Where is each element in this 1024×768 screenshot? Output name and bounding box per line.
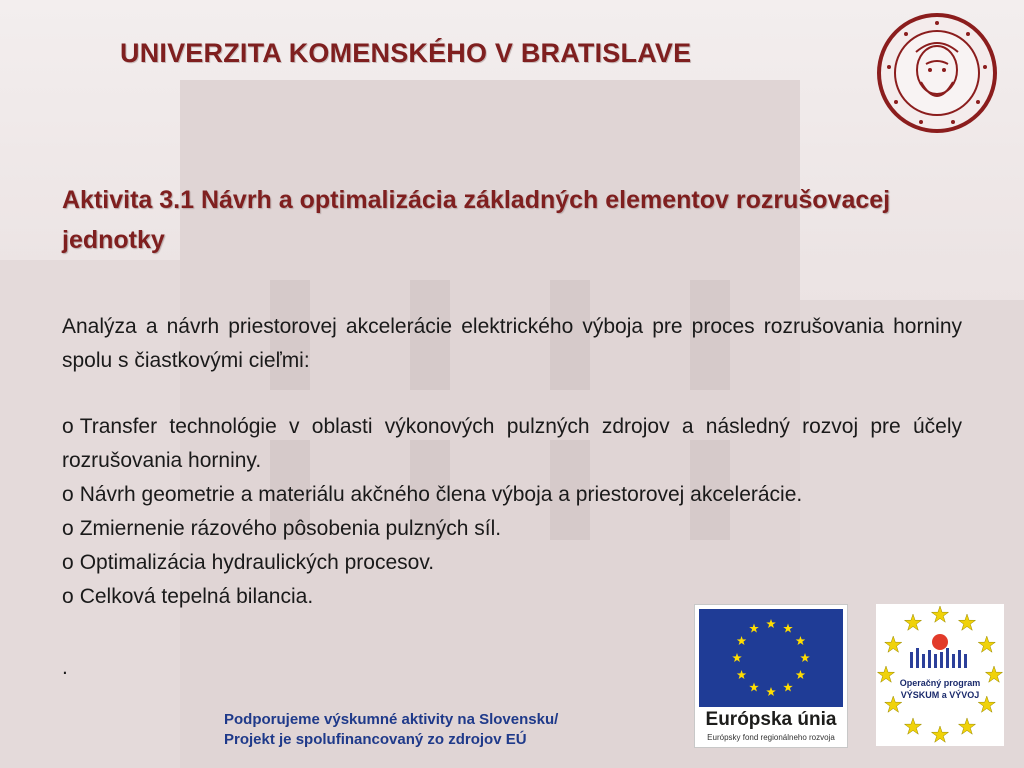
- list-item: [62, 478, 962, 512]
- op-star: [885, 636, 902, 652]
- op-star: [958, 614, 975, 630]
- goal-text: Návrh geometrie a materiálu akčného člena výboja a priestorovej akcelerácie.: [79, 483, 803, 506]
- goal-text: Optimalizácia hydraulických procesov.: [79, 551, 435, 574]
- op-star: [904, 614, 921, 630]
- list-item: [62, 512, 962, 546]
- bullet: o: [62, 415, 74, 438]
- university-title: UNIVERZITA KOMENSKÉHO V BRATISLAVE: [120, 38, 692, 68]
- op-line-1: Operačný program: [899, 678, 981, 688]
- footer-line-2: Projekt je spolufinancovaný zo zdrojov EÚ: [224, 731, 527, 748]
- operational-program-logo: [876, 604, 1004, 746]
- list-item: [62, 546, 962, 580]
- op-star: [931, 606, 948, 622]
- op-line-2: VÝSKUM a VÝVOJ: [900, 690, 980, 700]
- bullet: o: [62, 517, 74, 540]
- eu-logo: [694, 604, 848, 748]
- goal-text: Celková tepelná bilancia.: [79, 585, 314, 608]
- list-item: [62, 410, 962, 478]
- eu-flag-icon: [699, 609, 843, 707]
- bullet: o: [62, 585, 74, 608]
- bullet: o: [62, 483, 74, 506]
- eu-sublabel: Európsky fond regionálneho rozvoja: [707, 733, 835, 742]
- university-seal-icon: [876, 12, 998, 134]
- op-star: [904, 718, 921, 734]
- intro-paragraph: Analýza a návrh priestorovej akcelerácie elektrického výboja pre proces rozrušovania horniny spolu s čiastkovými cieľmi:: [62, 315, 962, 372]
- footer-text: [224, 710, 558, 750]
- goal-text: Transfer technológie v oblasti výkonových pulzných zdrojov a následný rozvoj pre účely rozrušovania horniny.: [62, 415, 962, 472]
- goal-text: Zmiernenie rázového pôsobenia pulzných síl.: [79, 517, 502, 540]
- operational-program-logo-icon: [876, 604, 1004, 746]
- bullet: o: [62, 551, 74, 574]
- op-star: [931, 726, 948, 742]
- activity-title: Aktivita 3.1 Návrh a optimalizácia základných elementov rozrušovacej jednotky: [62, 186, 891, 254]
- footer-line-1: Podporujeme výskumné aktivity na Slovensku/: [224, 711, 559, 728]
- goals-list: [62, 410, 962, 614]
- op-star: [978, 636, 995, 652]
- trailing-dot: .: [62, 656, 68, 679]
- eu-label: Európska únia: [705, 709, 837, 730]
- op-star: [958, 718, 975, 734]
